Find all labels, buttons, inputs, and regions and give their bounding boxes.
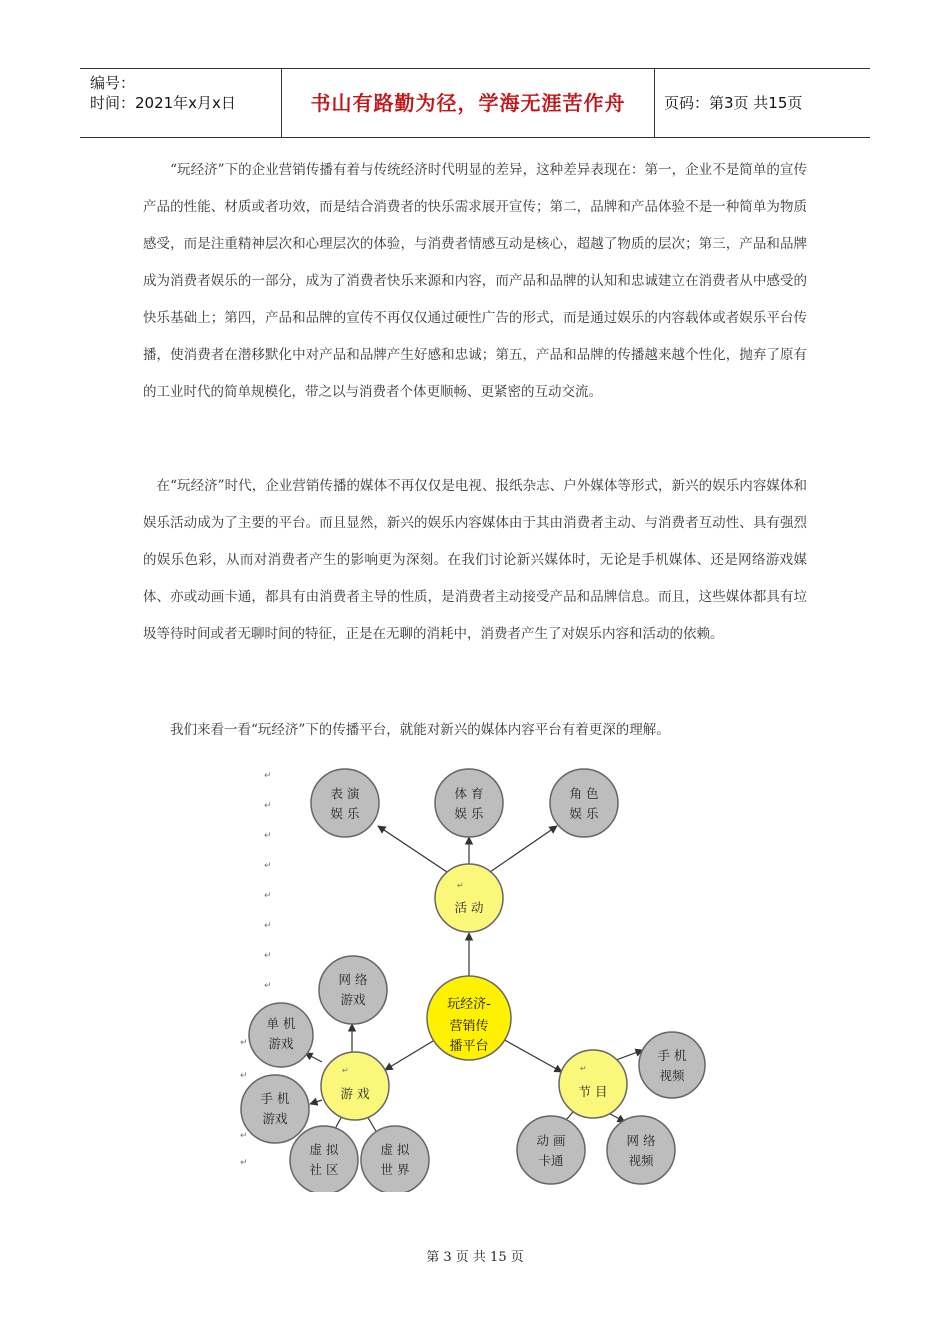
- svg-text:玩经济-: 玩经济-: [447, 997, 491, 1012]
- svg-text:↵: ↵: [264, 951, 272, 961]
- svg-text:播平台: 播平台: [449, 1039, 489, 1054]
- svg-text:↵: ↵: [264, 801, 272, 811]
- svg-text:单 机: 单 机: [266, 1016, 296, 1031]
- arrow-game-g3: [310, 1100, 322, 1104]
- svg-text:角 色: 角 色: [569, 786, 599, 801]
- svg-text:虚 拟: 虚 拟: [380, 1142, 410, 1157]
- svg-text:娱 乐: 娱 乐: [454, 806, 484, 821]
- svg-text:↵: ↵: [342, 1066, 349, 1075]
- svg-text:世 界: 世 界: [380, 1162, 410, 1177]
- arrow-center-game: [385, 1038, 438, 1070]
- header-page-info: 页码：第3页 共15页: [664, 94, 803, 112]
- svg-text:游 戏: 游 戏: [340, 1086, 370, 1101]
- svg-text:网 络: 网 络: [626, 1133, 656, 1148]
- svg-text:手 机: 手 机: [657, 1048, 687, 1063]
- svg-text:营销传: 营销传: [449, 1019, 489, 1034]
- arrow-center-program: [501, 1038, 562, 1072]
- svg-text:社 区: 社 区: [309, 1162, 339, 1177]
- svg-text:↵: ↵: [240, 1158, 248, 1168]
- svg-text:↵: ↵: [264, 981, 272, 991]
- node-role-ent: [550, 769, 618, 837]
- svg-text:娱 乐: 娱 乐: [330, 806, 360, 821]
- node-activity: [435, 864, 503, 932]
- date-line: 时间：2021年x月x日: [90, 94, 236, 112]
- svg-text:活 动: 活 动: [454, 900, 484, 915]
- svg-text:动 画: 动 画: [536, 1133, 566, 1148]
- paragraph-3: 我们来看一看“玩经济”下的传播平台，就能对新兴的媒体内容平台有着更深的理解。: [143, 722, 670, 738]
- svg-text:↵: ↵: [240, 1071, 248, 1081]
- paragraph-2: 在“玩经济”时代，企业营销传播的媒体不再仅仅是电视、报纸杂志、户外媒体等形式，新兴的娱乐内容媒体和娱乐活动成为了主要的平台。而且显然，新兴的娱乐内容媒体由于其由消费者主动、与消费者互动性、具有强烈的娱乐色彩，从而对消费者产生的影响更为深刻。在我们讨论新兴媒体时，无论是手机媒体、还是网络游戏媒体、亦或动画卡通，都具有由消费者主导的性质，是消费者主动接受产品和品牌信息。而且，这些媒体都具有垃圾等待时间或者无聊时间的特征，正是在无聊的消耗中，消费者产生了对娱乐内容和活动的依赖。: [143, 478, 807, 642]
- svg-text:↵: ↵: [240, 1131, 248, 1141]
- header-meta: [90, 73, 280, 113]
- svg-text:游戏: 游戏: [268, 1036, 294, 1051]
- svg-text:卡通: 卡通: [538, 1153, 564, 1168]
- svg-text:游戏: 游戏: [262, 1111, 288, 1126]
- node-animation: [517, 1116, 585, 1184]
- svg-text:↵: ↵: [264, 831, 272, 841]
- svg-text:体 育: 体 育: [454, 786, 484, 801]
- node-sports-ent: [435, 769, 503, 837]
- page-footer: 第 3 页 共 15 页: [426, 1250, 524, 1265]
- svg-text:视频: 视频: [628, 1153, 654, 1168]
- svg-text:娱 乐: 娱 乐: [569, 806, 599, 821]
- platform-diagram: [230, 760, 730, 1192]
- svg-text:虚 拟: 虚 拟: [309, 1142, 339, 1157]
- arrow-activity-act3: [490, 826, 557, 872]
- node-program: [559, 1050, 627, 1118]
- svg-text:↵: ↵: [264, 861, 272, 871]
- svg-text:↵: ↵: [580, 1064, 587, 1073]
- svg-text:↵: ↵: [264, 921, 272, 931]
- header-divider: [654, 69, 655, 137]
- node-mobile-game: [241, 1075, 309, 1143]
- node-center-platform: [427, 976, 511, 1060]
- svg-text:↵: ↵: [240, 1038, 248, 1048]
- arrow-game-g2: [305, 1053, 322, 1062]
- node-standalone-game: [249, 1003, 313, 1067]
- svg-text:节 目: 节 目: [578, 1084, 608, 1099]
- svg-text:↵: ↵: [264, 891, 272, 901]
- node-online-game: [319, 956, 387, 1024]
- node-mobile-video: [639, 1032, 705, 1098]
- svg-text:视频: 视频: [659, 1068, 685, 1083]
- number-label: 编号：: [90, 74, 136, 92]
- node-game: [321, 1052, 389, 1120]
- svg-text:↵: ↵: [264, 771, 272, 781]
- svg-text:表 演: 表 演: [330, 786, 360, 801]
- svg-text:↵: ↵: [457, 881, 464, 890]
- node-online-video: [607, 1116, 675, 1184]
- paragraph-1: “玩经济”下的企业营销传播有着与传统经济时代明显的差异，这种差异表现在：第一，企业不是简单的宣传产品的性能、材质或者功效，而是结合消费者的快乐需求展开宣传；第二，品牌和产品体验不是一种简单为物质感受，而是注重精神层次和心理层次的体验，与消费者情感互动是核心，超越了物质的层次；第三，产品和品牌成为消费者娱乐的一部分，成为了消费者快乐来源和内容，而产品和品牌的认知和忠诚建立在消费者从中感受的快乐基础上；第四，产品和品牌的宣传不再仅仅通过硬性广告的形式，而是通过娱乐的内容载体或者娱乐平台传播，使消费者在潜移默化中对产品和品牌产生好感和忠诚；第五，产品和品牌的传播越来越个性化，抛弃了原有的工业时代的简单规模化，带之以与消费者个体更顺畅、更紧密的互动交流。: [143, 162, 807, 400]
- svg-text:游戏: 游戏: [340, 992, 366, 1007]
- svg-text:手 机: 手 机: [260, 1091, 290, 1106]
- node-virtual-community: [290, 1126, 358, 1192]
- node-performance-ent: [311, 769, 379, 837]
- svg-text:网 络: 网 络: [338, 972, 368, 987]
- arrow-activity-act1: [378, 826, 447, 872]
- node-virtual-world: [361, 1126, 429, 1192]
- header-motto: 书山有路勤为径，学海无涯苦作舟: [310, 91, 626, 115]
- page-header: [80, 68, 870, 138]
